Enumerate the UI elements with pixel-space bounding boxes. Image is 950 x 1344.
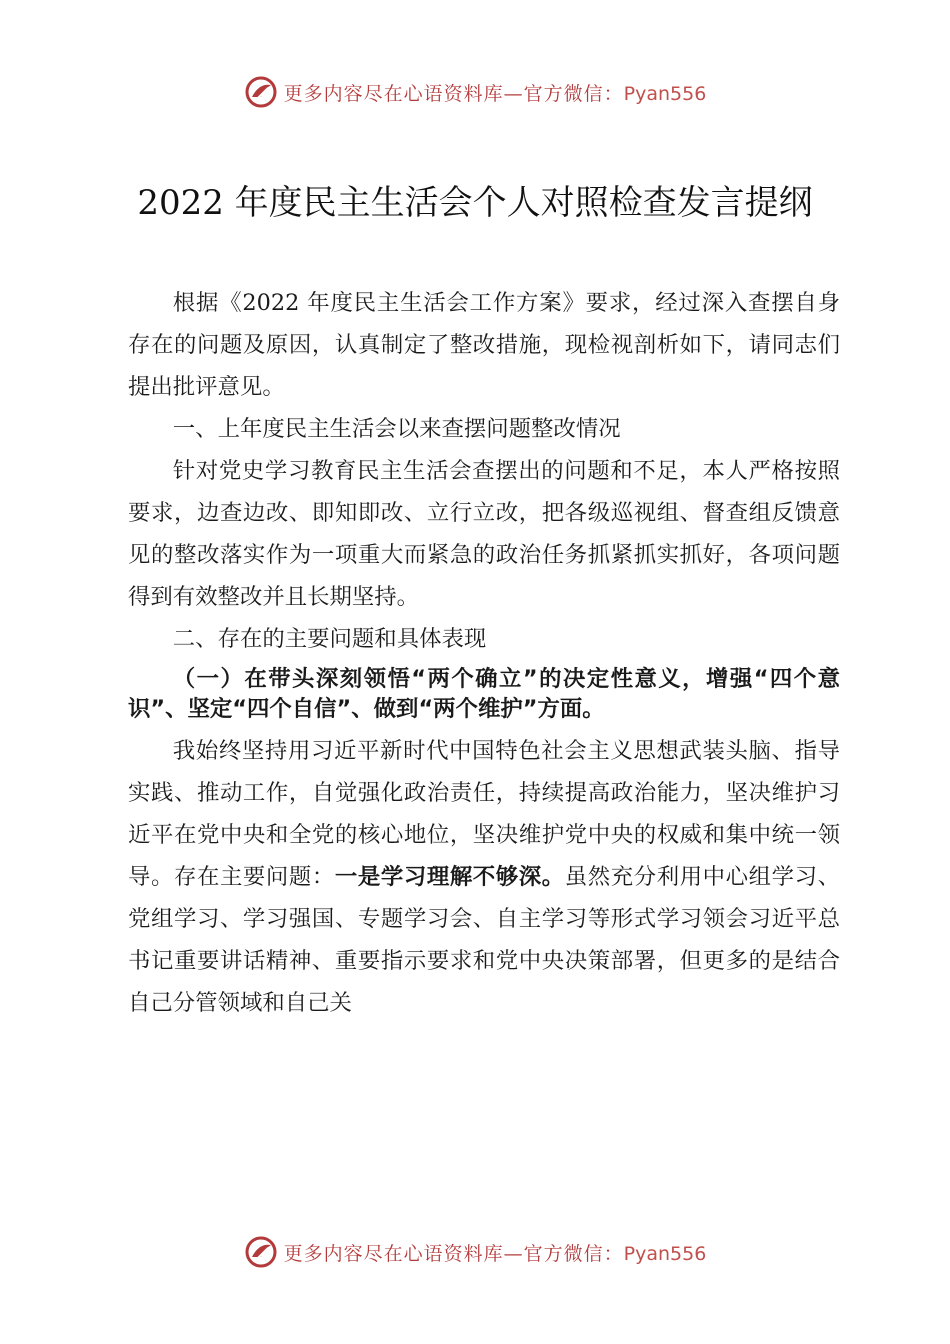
watermark-banner-top <box>0 72 950 112</box>
section1-paragraph: 针对党史学习教育民主生活会查摆出的问题和不足，本人严格按照要求，边查边改、即知即改、立行立改，把各级巡视组、督查组反馈意见的整改落实作为一项重大而紧急的政治任务抓紧抓实抓好，各项问题得到有效整改并且长期坚持。 <box>128 458 840 610</box>
document-body <box>128 282 840 1024</box>
document-title: 2022 年度民主生活会个人对照检查发言提纲 <box>137 183 813 223</box>
problem-one-label: 一是学习理解不够深。 <box>334 864 565 890</box>
seal-logo-icon <box>244 75 278 109</box>
subsection1-heading: （一）在带头深刻领悟“两个确立”的决定性意义，增强“四个意识”、坚定“四个自信”、做到“两个维护”方面。 <box>128 666 840 722</box>
wechat-id: Pyan556 <box>623 1242 707 1265</box>
watermark-text: 更多内容尽在心语资料库—官方微信：Pyan556 <box>283 82 707 105</box>
subsection1-paragraph <box>128 730 840 1024</box>
wechat-id: Pyan556 <box>623 82 707 105</box>
subsection1-text-b: 虽然充分利用中心组学习、党组学习、学习强国、专题学习会、自主学习等形式学习领会习近平总书记重要讲话精神、重要指示要求和党中央决策部署，但更多的是结合自己分管领域和自己关 <box>128 864 841 1016</box>
subsection1-text-a: 我始终坚持用习近平新时代中国特色社会主义思想武装头脑、指导实践、推动工作，自觉强化政治责任，持续提高政治能力，坚决维护习近平在党中央和全党的核心地位，坚决维护党中央的权威和集中统一领导。存在主要问题： <box>128 738 840 890</box>
intro-paragraph: 根据《2022 年度民主生活会工作方案》要求，经过深入查摆自身存在的问题及原因，认真制定了整改措施，现检视剖析如下，请同志们提出批评意见。 <box>128 290 840 400</box>
watermark-banner-bottom <box>0 1232 950 1272</box>
section1-heading: 一、上年度民主生活会以来查摆问题整改情况 <box>172 416 621 442</box>
section2-heading: 二、存在的主要问题和具体表现 <box>172 626 487 652</box>
watermark-text: 更多内容尽在心语资料库—官方微信：Pyan556 <box>283 1242 707 1265</box>
seal-logo-icon <box>244 1235 278 1269</box>
